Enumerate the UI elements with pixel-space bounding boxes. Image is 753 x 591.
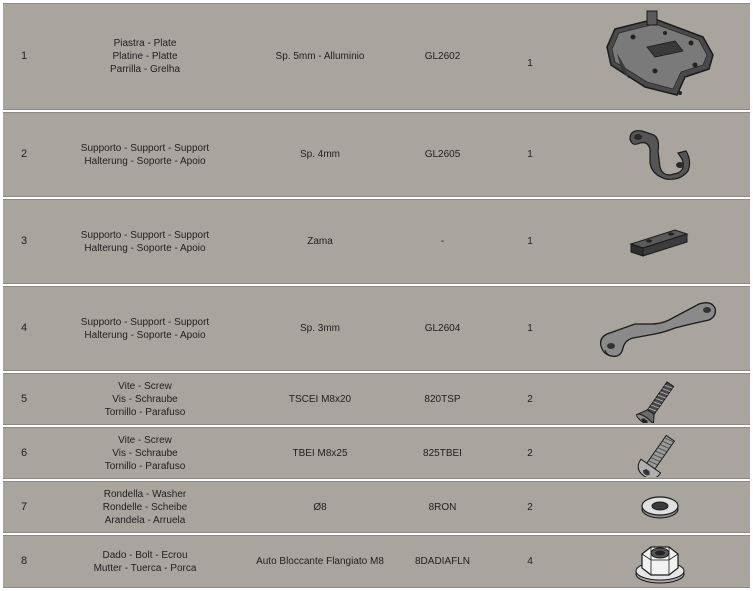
part-material: Sp. 5mm - Alluminio [275, 51, 365, 62]
table-row [3, 535, 750, 588]
part-code: - [440, 236, 445, 247]
part-code: 820TSP [424, 393, 461, 405]
part-quantity: 4 [527, 556, 533, 567]
description-line: Dado - Bolt - Ecrou [102, 549, 188, 561]
description-line: Halterung - Soporte - Apoio [84, 242, 206, 254]
table-row [3, 112, 750, 197]
part-description [45, 428, 245, 478]
description-line: Supporto - Support - Support [80, 316, 210, 328]
description-line: Platine - Platte [112, 51, 178, 62]
countersunk-screw-icon [630, 375, 690, 423]
description-line: Mutter - Tuerca - Porca [93, 562, 197, 574]
part-number: 8 [20, 555, 28, 567]
description-line: Vite - Screw [118, 380, 172, 392]
part-quantity: 1 [527, 58, 533, 69]
part-description [45, 482, 245, 532]
part-material: TBEI M8x25 [292, 447, 348, 459]
part-number: 6 [20, 446, 28, 459]
spacer-block-icon [625, 222, 695, 262]
description-line: Rondelle - Scheibe [102, 501, 188, 513]
part-code: GL2604 [424, 323, 461, 334]
description-line: Vis - Schraube [112, 393, 178, 405]
table-row [3, 199, 750, 284]
description-line: Supporto - Support - Support [80, 229, 210, 241]
part-material: Zama [307, 236, 333, 247]
part-code: 8RON [428, 501, 457, 513]
part-image [570, 4, 750, 109]
part-quantity: 2 [527, 501, 533, 513]
button-head-screw-icon [630, 429, 690, 477]
table-row [3, 3, 750, 110]
part-image [570, 374, 750, 424]
table-row [3, 286, 750, 371]
description-line: Parrilla - Grelha [109, 64, 181, 75]
table-row [3, 427, 750, 479]
washer-icon [635, 492, 685, 522]
part-description [45, 374, 245, 424]
bent-bracket-icon [620, 125, 700, 185]
flange-nut-icon [632, 538, 688, 586]
description-line: Vis - Schraube [112, 447, 178, 459]
part-image [570, 428, 750, 478]
description-line: Supporto - Support - Support [80, 142, 210, 154]
plate-icon [585, 7, 735, 107]
description-line: Halterung - Soporte - Apoio [84, 329, 206, 341]
part-image [570, 200, 750, 283]
part-description [45, 4, 245, 109]
table-row [3, 373, 750, 425]
part-material: Ø8 [313, 501, 327, 513]
part-material: Sp. 4mm [299, 149, 340, 160]
part-quantity: 1 [527, 323, 533, 334]
part-image [570, 482, 750, 532]
description-line: Piastra - Plate [113, 38, 177, 49]
part-quantity: 1 [527, 149, 533, 160]
part-code: GL2602 [424, 51, 461, 62]
part-description [45, 113, 245, 196]
description-line: Tornillo - Parafuso [104, 460, 186, 472]
part-number: 7 [20, 500, 28, 513]
part-number: 2 [20, 148, 28, 160]
part-number: 1 [20, 50, 28, 62]
part-number: 5 [20, 392, 28, 405]
part-description [45, 200, 245, 283]
part-description [45, 287, 245, 370]
part-number: 3 [20, 235, 28, 247]
description-line: Vite - Screw [118, 434, 172, 446]
part-image [570, 287, 750, 370]
part-number: 4 [20, 322, 28, 334]
part-image [570, 536, 750, 587]
part-code: GL2605 [424, 149, 461, 160]
part-code: 825TBEI [423, 447, 462, 459]
part-code: 8DADIAFLN [414, 556, 470, 567]
description-line: Halterung - Soporte - Apoio [84, 155, 206, 167]
description-line: Tornillo - Parafuso [104, 406, 186, 418]
part-quantity: 1 [527, 236, 533, 247]
part-material: Auto Bloccante Flangiato M8 [256, 556, 384, 567]
flat-bracket-icon [595, 294, 725, 364]
part-description [45, 536, 245, 587]
part-quantity: 2 [527, 447, 533, 459]
part-image [570, 113, 750, 196]
part-material: Sp. 3mm [299, 323, 340, 334]
table-row [3, 481, 750, 533]
description-line: Rondella - Washer [103, 488, 187, 500]
part-material: TSCEI M8x20 [288, 393, 352, 405]
part-quantity: 2 [527, 393, 533, 405]
description-line: Arandela - Arruela [104, 514, 186, 526]
